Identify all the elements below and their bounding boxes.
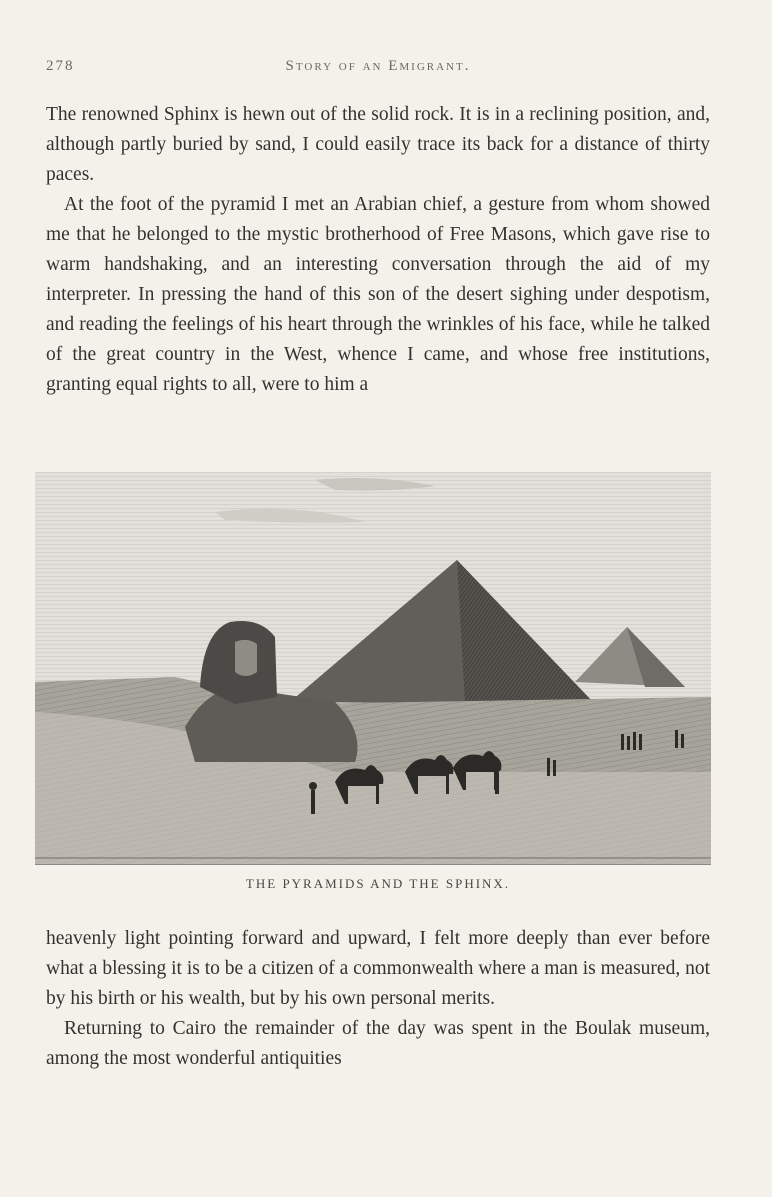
paragraph: The renowned Sphinx is hewn out of the solid rock. It is in a reclining position, and, although partly buried by sand, I could easily trace its back for a distance of thirty paces. (46, 104, 710, 185)
body-text-top (46, 100, 710, 400)
paragraph: At the foot of the pyramid I met an Arabian chief, a gesture from whom showed me that he belonged to the mystic brotherhood of Free Masons, which gave rise to warm handshaking, and an interesting conversation through the aid of my interpreter. In pressing the hand of this son of the desert sighing under despotism, and reading the feelings of his heart through the wrinkles of his face, while he talked of the great country in the West, whence I came, and whose free institutions, granting equal rights to all, were to him a (46, 194, 710, 395)
paragraph: Returning to Cairo the remainder of the day was spent in the Boulak museum, among the most wonderful antiquities (46, 1018, 710, 1069)
page-number: 278 (46, 58, 75, 74)
running-head (46, 58, 710, 82)
engraving-pyramids-sphinx (35, 472, 711, 865)
engraving-illustration (35, 472, 711, 864)
paragraph: heavenly light pointing forward and upward, I felt more deeply than ever before what a blessing it is to be a citizen of a commonwealth where a man is measured, not by his birth or his wealth, but by his own personal merits. (46, 928, 710, 1009)
running-title: Story of an Emigrant. (285, 58, 471, 74)
body-text-bottom (46, 924, 710, 1074)
figure-caption: THE PYRAMIDS AND THE SPHINX. (245, 876, 511, 891)
